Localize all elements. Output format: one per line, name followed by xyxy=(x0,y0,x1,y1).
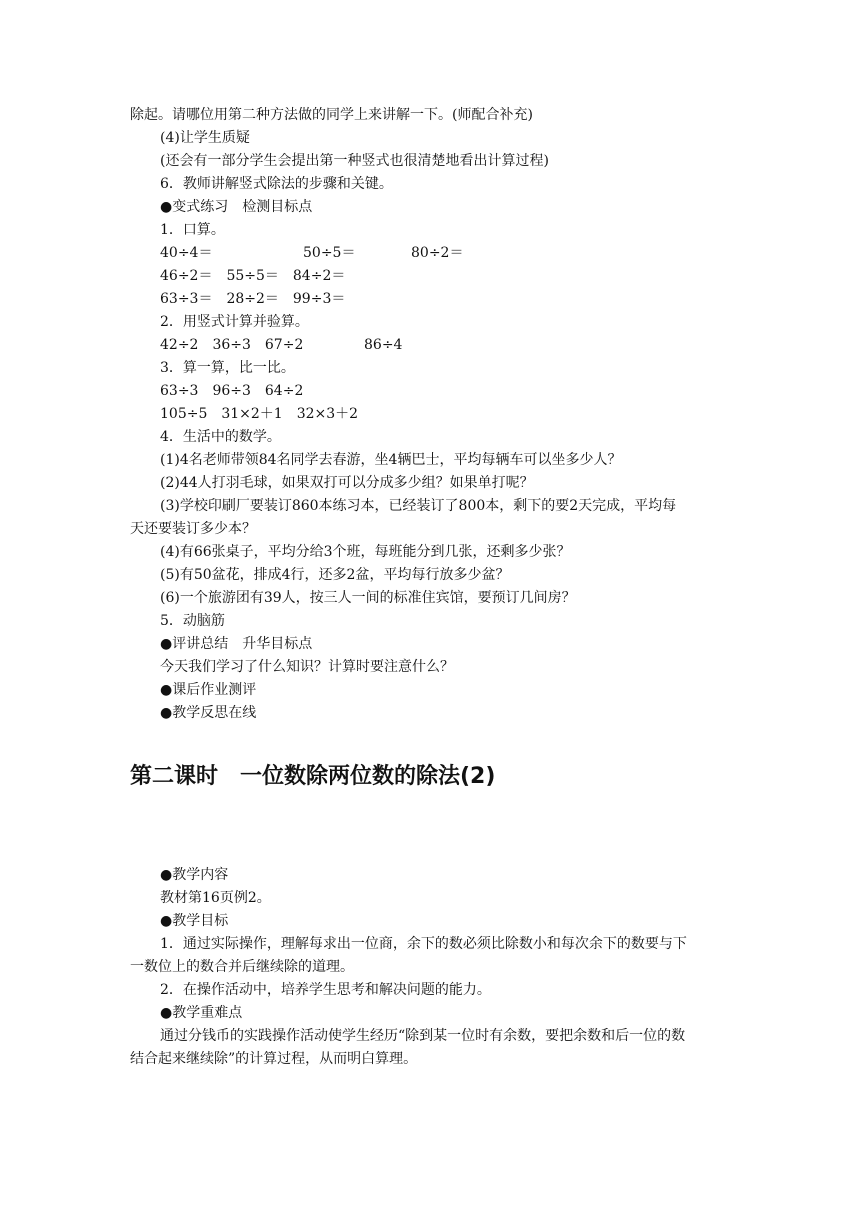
review-text: 今天我们学习了什么知识？计算时要注意什么？ xyxy=(160,659,454,675)
oral-row-3: 63÷3＝ 28÷2＝ 99÷3＝ xyxy=(160,291,346,307)
brain-teaser: 5．动脑筋 xyxy=(160,613,225,629)
vertical-items: 42÷2 36÷3 67÷2 xyxy=(160,337,304,353)
life-question-5: (5)有50盆花，排成4行，还多2盆，平均每行放多少盆？ xyxy=(160,567,510,583)
key-line-2: 结合起来继续除”的计算过程，从而明白算理。 xyxy=(130,1051,418,1067)
life-title: 4．生活中的数学。 xyxy=(160,429,281,445)
lesson-heading: 第二课时 一位数除两位数的除法(2) xyxy=(130,764,496,789)
key-line-1: 通过分钱币的实践操作活动使学生经历“除到某一位时有余数，要把余数和后一位的数 xyxy=(160,1028,686,1044)
life-question-6: (6)一个旅游团有39人，按三人一间的标准住宾馆，要预订几间房？ xyxy=(160,590,576,606)
oral-item: 80÷2＝ xyxy=(411,245,464,261)
oral-item: 40÷4＝ xyxy=(160,245,213,261)
step4-title: (4)让学生质疑 xyxy=(160,130,250,146)
step6-line: 6．教师讲解竖式除法的步骤和关键。 xyxy=(160,176,393,192)
compare-title: 3．算一算，比一比。 xyxy=(160,360,295,376)
oral-title: 1．口算。 xyxy=(160,222,225,238)
review-heading: ●评讲总结 升华目标点 xyxy=(160,636,313,652)
key-heading: ●教学重难点 xyxy=(160,1005,243,1021)
goal-2: 2．在操作活动中，培养学生思考和解决问题的能力。 xyxy=(160,982,491,998)
life-question-1: (1)4名老师带领84名同学去春游，坐4辆巴士，平均每辆车可以坐多少人？ xyxy=(160,452,622,468)
content-heading: ●教学内容 xyxy=(160,867,229,883)
oral-row-2: 46÷2＝ 55÷5＝ 84÷2＝ xyxy=(160,268,346,284)
practice-heading: ●变式练习 检测目标点 xyxy=(160,199,313,215)
content-text: 教材第16页例2。 xyxy=(160,890,271,906)
life-question-2: (2)44人打羽毛球，如果双打可以分成多少组？如果单打呢？ xyxy=(160,475,534,491)
reflection-heading: ●教学反思在线 xyxy=(160,705,257,721)
homework-heading: ●课后作业测评 xyxy=(160,682,257,698)
life-question-3-line-2: 天还要装订多少本？ xyxy=(130,521,256,537)
goal-1-line-2: 一数位上的数合并后继续除的道理。 xyxy=(130,959,354,975)
oral-item: 50÷5＝ xyxy=(303,245,356,261)
life-question-4: (4)有66张桌子，平均分给3个班，每班能分到几张，还剩多少张？ xyxy=(160,544,571,560)
continuation-line: 除起。请哪位用第二种方法做的同学上来讲解一下。(师配合补充) xyxy=(130,107,533,123)
goal-1-line-1: 1．通过实际操作，理解每求出一位商，余下的数必须比除数小和每次余下的数要与下 xyxy=(160,936,687,952)
vertical-item: 86÷4 xyxy=(364,337,403,353)
compare-row-1: 63÷3 96÷3 64÷2 xyxy=(160,383,304,399)
vertical-title: 2．用竖式计算并验算。 xyxy=(160,314,309,330)
goals-heading: ●教学目标 xyxy=(160,913,229,929)
life-question-3-line-1: (3)学校印刷厂要装订860本练习本，已经装订了800本，剩下的要2天完成，平均每 xyxy=(160,498,677,514)
step4-note: (还会有一部分学生会提出第一种竖式也很清楚地看出计算过程) xyxy=(160,153,549,169)
compare-row-2: 105÷5 31×2＋1 32×3＋2 xyxy=(160,406,359,422)
